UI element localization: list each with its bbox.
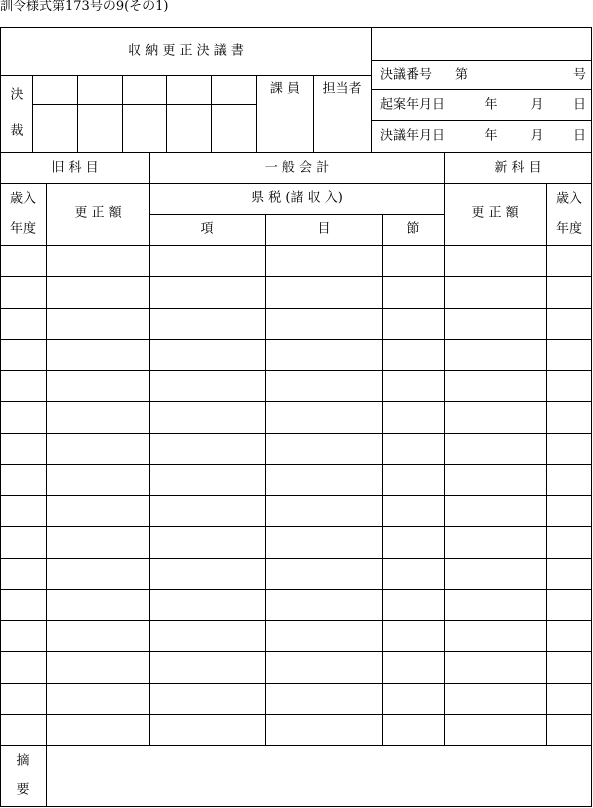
section-chief-label: 課 員 — [269, 81, 301, 97]
table-cell[interactable] — [383, 496, 444, 526]
table-cell[interactable] — [150, 434, 265, 464]
table-cell[interactable] — [1, 559, 46, 589]
table-cell[interactable] — [383, 559, 444, 589]
setsu-header: 節 — [406, 221, 420, 237]
resolution-date-label: 決議年月日 — [380, 128, 446, 144]
summary-field[interactable] — [48, 747, 590, 805]
table-cell[interactable] — [383, 621, 444, 651]
old-item-header: 旧 科 目 — [51, 160, 99, 176]
table-cell[interactable] — [1, 246, 46, 276]
table-cell[interactable] — [150, 277, 265, 308]
table-cell[interactable] — [150, 652, 265, 683]
form-id: 訓令様式第173号の9(その1) — [0, 0, 169, 14]
table-cell[interactable] — [150, 465, 265, 495]
table-cell[interactable] — [266, 496, 382, 526]
table-cell[interactable] — [47, 309, 149, 339]
form-title: 収 納 更 正 決 議 書 — [128, 43, 244, 59]
resolution-no-label: 決議番号 — [380, 67, 433, 83]
table-cell[interactable] — [1, 621, 46, 651]
new-correction-amount-header: 更 正 額 — [471, 205, 519, 221]
approval-label-top: 決 — [10, 87, 24, 103]
table-cell[interactable] — [547, 402, 591, 433]
table-cell[interactable] — [266, 684, 382, 714]
kou-header: 項 — [200, 221, 214, 237]
table-cell[interactable] — [47, 402, 149, 433]
old-correction-amount-header: 更 正 額 — [74, 205, 122, 221]
table-cell[interactable] — [47, 559, 149, 589]
pref-tax-header: 県 税 (諸 収 入) — [251, 190, 343, 206]
table-cell[interactable] — [547, 590, 591, 620]
table-cell[interactable] — [1, 371, 46, 401]
table-cell[interactable] — [445, 434, 546, 464]
table-cell[interactable] — [1, 402, 46, 433]
old-fiscal-year-bottom: 年度 — [9, 221, 37, 237]
table-cell[interactable] — [266, 309, 382, 339]
table-cell[interactable] — [150, 590, 265, 620]
table-cell[interactable] — [150, 402, 265, 433]
table-cell[interactable] — [445, 246, 546, 276]
table-cell[interactable] — [383, 402, 444, 433]
table-cell[interactable] — [266, 559, 382, 589]
table-cell[interactable] — [1, 309, 46, 339]
table-cell[interactable] — [547, 496, 591, 526]
table-cell[interactable] — [1, 715, 46, 745]
draft-date-day: 日 — [572, 97, 586, 113]
table-cell[interactable] — [1, 465, 46, 495]
table-cell[interactable] — [445, 652, 546, 683]
table-cell[interactable] — [150, 309, 265, 339]
table-cell[interactable] — [47, 715, 149, 745]
draft-date-label: 起案年月日 — [380, 97, 446, 113]
new-fiscal-year-bottom: 年度 — [555, 221, 583, 237]
table-cell[interactable] — [547, 715, 591, 745]
table-cell[interactable] — [547, 527, 591, 558]
general-account-header: 一 般 会 計 — [264, 160, 330, 176]
table-cell[interactable] — [266, 465, 382, 495]
table-cell[interactable] — [445, 590, 546, 620]
moku-header: 目 — [317, 221, 331, 237]
table-cell[interactable] — [1, 652, 46, 683]
table-cell[interactable] — [150, 527, 265, 558]
table-cell[interactable] — [383, 340, 444, 370]
table-cell[interactable] — [547, 340, 591, 370]
table-cell[interactable] — [266, 527, 382, 558]
table-cell[interactable] — [445, 527, 546, 558]
approval-label-bottom: 裁 — [10, 123, 24, 139]
resolution-no-go: 号 — [572, 67, 586, 83]
table-cell[interactable] — [47, 652, 149, 683]
table-cell[interactable] — [445, 340, 546, 370]
table-cell[interactable] — [47, 527, 149, 558]
table-cell[interactable] — [266, 590, 382, 620]
table-cell[interactable] — [47, 621, 149, 651]
table-cell[interactable] — [445, 309, 546, 339]
table-cell[interactable] — [266, 246, 382, 276]
table-cell[interactable] — [150, 246, 265, 276]
new-item-header: 新 科 目 — [494, 160, 542, 176]
table-cell[interactable] — [266, 340, 382, 370]
table-cell[interactable] — [547, 371, 591, 401]
table-cell[interactable] — [445, 684, 546, 714]
draft-date-year: 年 — [484, 97, 498, 113]
table-cell[interactable] — [266, 277, 382, 308]
table-cell[interactable] — [47, 371, 149, 401]
person-in-charge-label: 担当者 — [322, 81, 362, 97]
table-cell[interactable] — [266, 434, 382, 464]
table-cell[interactable] — [47, 246, 149, 276]
table-cell[interactable] — [547, 246, 591, 276]
table-cell[interactable] — [445, 559, 546, 589]
table-cell[interactable] — [445, 402, 546, 433]
table-cell[interactable] — [383, 715, 444, 745]
table-cell[interactable] — [383, 652, 444, 683]
table-cell[interactable] — [383, 371, 444, 401]
table-cell[interactable] — [547, 277, 591, 308]
table-cell[interactable] — [1, 684, 46, 714]
table-cell[interactable] — [547, 309, 591, 339]
table-cell[interactable] — [383, 434, 444, 464]
old-fiscal-year-top: 歳入 — [9, 191, 37, 207]
table-cell[interactable] — [47, 277, 149, 308]
table-cell[interactable] — [150, 684, 265, 714]
table-cell[interactable] — [1, 434, 46, 464]
table-cell[interactable] — [266, 371, 382, 401]
table-cell[interactable] — [47, 496, 149, 526]
table-cell[interactable] — [547, 684, 591, 714]
table-cell[interactable] — [383, 684, 444, 714]
table-cell[interactable] — [47, 590, 149, 620]
table-cell[interactable] — [445, 277, 546, 308]
table-cell[interactable] — [47, 465, 149, 495]
table-cell[interactable] — [445, 496, 546, 526]
table-cell[interactable] — [1, 340, 46, 370]
table-cell[interactable] — [150, 559, 265, 589]
table-cell[interactable] — [47, 434, 149, 464]
table-cell[interactable] — [383, 246, 444, 276]
table-cell[interactable] — [445, 465, 546, 495]
table-cell[interactable] — [266, 621, 382, 651]
table-cell[interactable] — [150, 621, 265, 651]
summary-label-bottom: 要 — [16, 782, 30, 798]
table-cell[interactable] — [47, 340, 149, 370]
table-cell[interactable] — [383, 465, 444, 495]
table-cell[interactable] — [383, 527, 444, 558]
table-cell[interactable] — [445, 621, 546, 651]
table-cell[interactable] — [445, 371, 546, 401]
table-cell[interactable] — [1, 496, 46, 526]
draft-date-month: 月 — [530, 97, 544, 113]
new-fiscal-year-top: 歳入 — [555, 191, 583, 207]
table-cell[interactable] — [1, 277, 46, 308]
table-cell[interactable] — [47, 684, 149, 714]
table-cell[interactable] — [150, 340, 265, 370]
table-cell[interactable] — [1, 527, 46, 558]
table-cell[interactable] — [383, 590, 444, 620]
table-cell[interactable] — [383, 309, 444, 339]
resolution-date-year: 年 — [484, 128, 498, 144]
resolution-date-month: 月 — [530, 128, 544, 144]
table-cell[interactable] — [547, 621, 591, 651]
resolution-date-day: 日 — [572, 128, 586, 144]
table-cell[interactable] — [266, 652, 382, 683]
table-cell[interactable] — [266, 715, 382, 745]
resolution-no-dai: 第 — [455, 67, 469, 83]
table-cell[interactable] — [547, 465, 591, 495]
table-cell[interactable] — [547, 434, 591, 464]
table-cell[interactable] — [150, 371, 265, 401]
table-cell[interactable] — [547, 559, 591, 589]
table-cell[interactable] — [1, 590, 46, 620]
table-cell[interactable] — [266, 402, 382, 433]
table-cell[interactable] — [383, 277, 444, 308]
summary-label-top: 摘 — [16, 753, 30, 769]
table-cell[interactable] — [150, 715, 265, 745]
table-cell[interactable] — [445, 715, 546, 745]
table-cell[interactable] — [547, 652, 591, 683]
table-cell[interactable] — [150, 496, 265, 526]
